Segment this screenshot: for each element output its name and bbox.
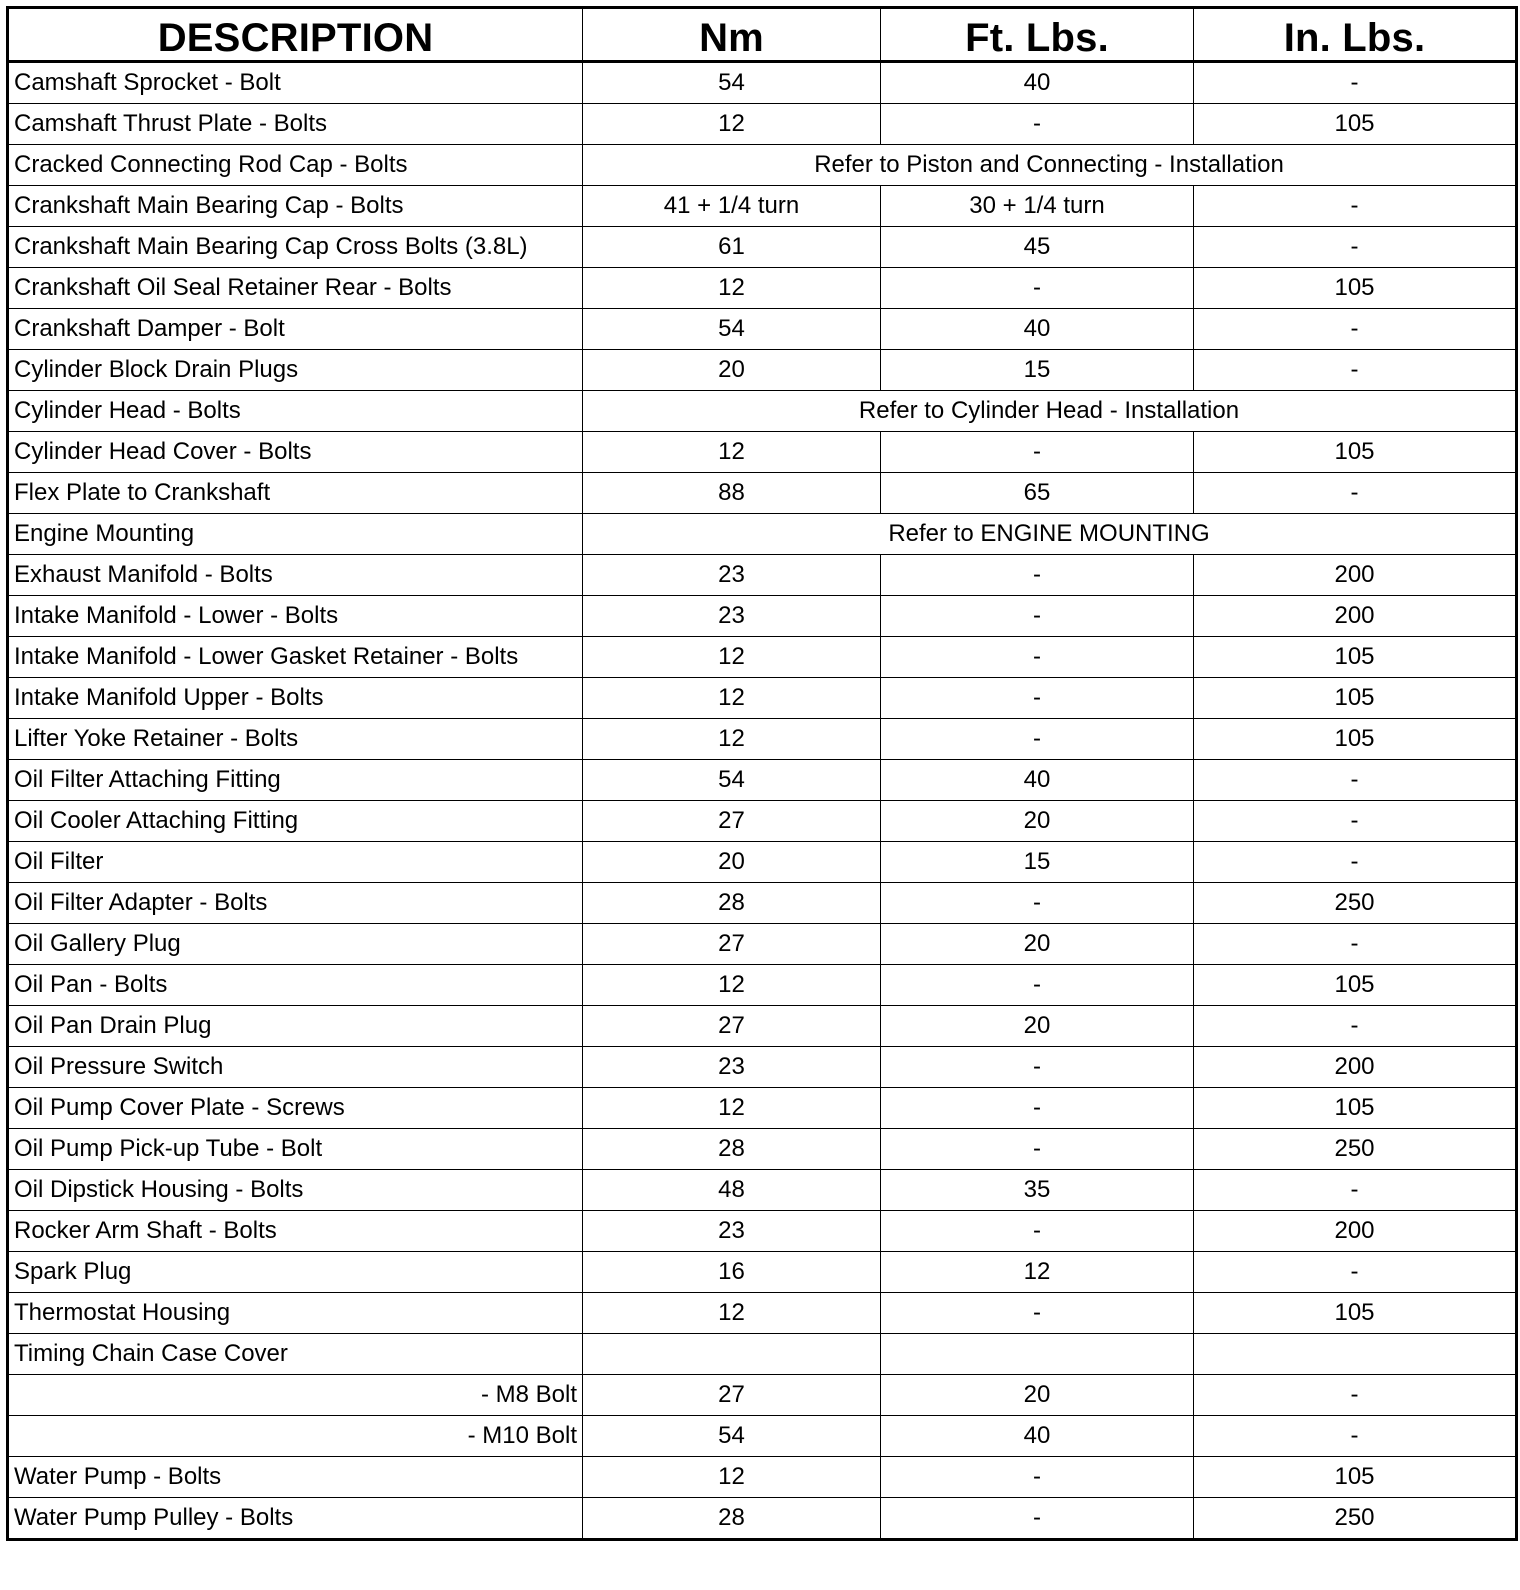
header-in-lbs: In. Lbs. — [1194, 8, 1517, 62]
cell-nm: 27 — [583, 801, 881, 842]
cell-description: Camshaft Thrust Plate - Bolts — [8, 104, 583, 145]
table-row — [8, 555, 1517, 596]
cell-ft-lbs: - — [881, 719, 1194, 760]
cell-nm: 12 — [583, 268, 881, 309]
table-row — [8, 1498, 1517, 1540]
table-row — [8, 760, 1517, 801]
table-row — [8, 350, 1517, 391]
cell-ft-lbs — [881, 1334, 1194, 1375]
cell-in-lbs: 105 — [1194, 637, 1517, 678]
cell-nm: 20 — [583, 350, 881, 391]
cell-ft-lbs: - — [881, 883, 1194, 924]
table-row — [8, 678, 1517, 719]
table-row — [8, 883, 1517, 924]
cell-description: Crankshaft Main Bearing Cap Cross Bolts (3.8L) — [8, 227, 583, 268]
cell-description: Crankshaft Oil Seal Retainer Rear - Bolts — [8, 268, 583, 309]
cell-nm: 23 — [583, 555, 881, 596]
cell-nm: 23 — [583, 596, 881, 637]
cell-description: Oil Gallery Plug — [8, 924, 583, 965]
cell-in-lbs: - — [1194, 1170, 1517, 1211]
table-row — [8, 309, 1517, 350]
header-ft-lbs: Ft. Lbs. — [881, 8, 1194, 62]
cell-in-lbs: 200 — [1194, 1047, 1517, 1088]
cell-description: Cylinder Block Drain Plugs — [8, 350, 583, 391]
cell-ft-lbs: - — [881, 678, 1194, 719]
cell-nm: 12 — [583, 719, 881, 760]
cell-ft-lbs: - — [881, 1047, 1194, 1088]
table-row — [8, 965, 1517, 1006]
cell-in-lbs: - — [1194, 760, 1517, 801]
cell-nm: 54 — [583, 1416, 881, 1457]
cell-in-lbs: - — [1194, 1416, 1517, 1457]
cell-nm: 27 — [583, 924, 881, 965]
cell-in-lbs: 105 — [1194, 678, 1517, 719]
cell-ft-lbs: 15 — [881, 842, 1194, 883]
cell-description: Oil Pump Pick-up Tube - Bolt — [8, 1129, 583, 1170]
table-row — [8, 637, 1517, 678]
cell-description: Exhaust Manifold - Bolts — [8, 555, 583, 596]
table-row — [8, 596, 1517, 637]
cell-nm: 28 — [583, 883, 881, 924]
cell-in-lbs: - — [1194, 62, 1517, 104]
cell-description: Oil Pressure Switch — [8, 1047, 583, 1088]
cell-description: Oil Pan Drain Plug — [8, 1006, 583, 1047]
cell-nm: 12 — [583, 104, 881, 145]
cell-in-lbs — [1194, 1334, 1517, 1375]
cell-nm: 54 — [583, 62, 881, 104]
cell-ft-lbs: - — [881, 1457, 1194, 1498]
cell-in-lbs: - — [1194, 1375, 1517, 1416]
cell-description: Cylinder Head Cover - Bolts — [8, 432, 583, 473]
cell-ft-lbs: - — [881, 1293, 1194, 1334]
table-body — [8, 62, 1517, 1540]
cell-nm: 12 — [583, 678, 881, 719]
table-row — [8, 104, 1517, 145]
cell-description: - M10 Bolt — [8, 1416, 583, 1457]
cell-description: Crankshaft Main Bearing Cap - Bolts — [8, 186, 583, 227]
table-row — [8, 62, 1517, 104]
cell-description: Intake Manifold Upper - Bolts — [8, 678, 583, 719]
table-row — [8, 1047, 1517, 1088]
table-row — [8, 1211, 1517, 1252]
table-row — [8, 473, 1517, 514]
cell-ft-lbs: - — [881, 1129, 1194, 1170]
cell-description: Cylinder Head - Bolts — [8, 391, 583, 432]
cell-ft-lbs: 20 — [881, 1006, 1194, 1047]
cell-in-lbs: 105 — [1194, 965, 1517, 1006]
cell-in-lbs: - — [1194, 186, 1517, 227]
cell-description: Intake Manifold - Lower - Bolts — [8, 596, 583, 637]
table-row — [8, 719, 1517, 760]
cell-nm: 28 — [583, 1498, 881, 1540]
cell-ft-lbs: 40 — [881, 62, 1194, 104]
cell-ft-lbs: - — [881, 1088, 1194, 1129]
cell-in-lbs: 105 — [1194, 719, 1517, 760]
table-row — [8, 1375, 1517, 1416]
cell-ft-lbs: 12 — [881, 1252, 1194, 1293]
cell-nm: 12 — [583, 432, 881, 473]
cell-ft-lbs: 40 — [881, 1416, 1194, 1457]
cell-ft-lbs: - — [881, 637, 1194, 678]
cell-description: Engine Mounting — [8, 514, 583, 555]
header-row — [8, 8, 1517, 62]
cell-in-lbs: 105 — [1194, 1457, 1517, 1498]
cell-nm — [583, 1334, 881, 1375]
cell-in-lbs: 105 — [1194, 268, 1517, 309]
table-row — [8, 227, 1517, 268]
torque-spec-table — [6, 6, 1518, 1541]
cell-nm: 41 + 1/4 turn — [583, 186, 881, 227]
cell-ft-lbs: - — [881, 104, 1194, 145]
cell-reference-note: Refer to Cylinder Head - Installation — [583, 391, 1517, 432]
cell-nm: 61 — [583, 227, 881, 268]
cell-ft-lbs: 20 — [881, 801, 1194, 842]
cell-description: Rocker Arm Shaft - Bolts — [8, 1211, 583, 1252]
cell-nm: 54 — [583, 309, 881, 350]
cell-ft-lbs: - — [881, 1211, 1194, 1252]
cell-nm: 12 — [583, 1457, 881, 1498]
cell-description: Lifter Yoke Retainer - Bolts — [8, 719, 583, 760]
cell-in-lbs: - — [1194, 801, 1517, 842]
cell-description: - M8 Bolt — [8, 1375, 583, 1416]
table-row — [8, 1457, 1517, 1498]
cell-description: Crankshaft Damper - Bolt — [8, 309, 583, 350]
cell-ft-lbs: - — [881, 1498, 1194, 1540]
table-row — [8, 1416, 1517, 1457]
cell-reference-note: Refer to ENGINE MOUNTING — [583, 514, 1517, 555]
cell-ft-lbs: 40 — [881, 760, 1194, 801]
cell-in-lbs: 105 — [1194, 104, 1517, 145]
cell-ft-lbs: - — [881, 555, 1194, 596]
cell-nm: 54 — [583, 760, 881, 801]
cell-nm: 23 — [583, 1047, 881, 1088]
cell-description: Water Pump Pulley - Bolts — [8, 1498, 583, 1540]
cell-in-lbs: 105 — [1194, 432, 1517, 473]
cell-nm: 20 — [583, 842, 881, 883]
cell-ft-lbs: - — [881, 268, 1194, 309]
cell-description: Intake Manifold - Lower Gasket Retainer - Bolts — [8, 637, 583, 678]
table-row — [8, 514, 1517, 555]
cell-description: Oil Pan - Bolts — [8, 965, 583, 1006]
table-row — [8, 801, 1517, 842]
cell-in-lbs: 250 — [1194, 1129, 1517, 1170]
cell-description: Water Pump - Bolts — [8, 1457, 583, 1498]
table-row — [8, 391, 1517, 432]
cell-description: Thermostat Housing — [8, 1293, 583, 1334]
table-row — [8, 1293, 1517, 1334]
cell-ft-lbs: 20 — [881, 1375, 1194, 1416]
cell-ft-lbs: 15 — [881, 350, 1194, 391]
table-row — [8, 1129, 1517, 1170]
cell-in-lbs: - — [1194, 227, 1517, 268]
cell-in-lbs: - — [1194, 473, 1517, 514]
cell-ft-lbs: 35 — [881, 1170, 1194, 1211]
cell-nm: 27 — [583, 1375, 881, 1416]
cell-in-lbs: 200 — [1194, 555, 1517, 596]
cell-description: Oil Dipstick Housing - Bolts — [8, 1170, 583, 1211]
cell-ft-lbs: - — [881, 432, 1194, 473]
table-row — [8, 268, 1517, 309]
cell-nm: 28 — [583, 1129, 881, 1170]
cell-nm: 12 — [583, 1088, 881, 1129]
cell-description: Flex Plate to Crankshaft — [8, 473, 583, 514]
cell-nm: 12 — [583, 1293, 881, 1334]
cell-in-lbs: - — [1194, 309, 1517, 350]
cell-ft-lbs: 45 — [881, 227, 1194, 268]
cell-nm: 16 — [583, 1252, 881, 1293]
cell-description: Cracked Connecting Rod Cap - Bolts — [8, 145, 583, 186]
cell-description: Oil Filter Adapter - Bolts — [8, 883, 583, 924]
table-row — [8, 924, 1517, 965]
table-row — [8, 1334, 1517, 1375]
table-row — [8, 1170, 1517, 1211]
cell-description: Oil Pump Cover Plate - Screws — [8, 1088, 583, 1129]
cell-in-lbs: - — [1194, 1006, 1517, 1047]
cell-in-lbs: - — [1194, 1252, 1517, 1293]
cell-in-lbs: - — [1194, 842, 1517, 883]
table-row — [8, 145, 1517, 186]
cell-description: Oil Cooler Attaching Fitting — [8, 801, 583, 842]
cell-nm: 12 — [583, 637, 881, 678]
cell-nm: 88 — [583, 473, 881, 514]
cell-ft-lbs: 65 — [881, 473, 1194, 514]
table-row — [8, 432, 1517, 473]
cell-in-lbs: 250 — [1194, 1498, 1517, 1540]
table-row — [8, 842, 1517, 883]
cell-in-lbs: 105 — [1194, 1088, 1517, 1129]
cell-reference-note: Refer to Piston and Connecting - Installation — [583, 145, 1517, 186]
cell-description: Oil Filter — [8, 842, 583, 883]
cell-nm: 23 — [583, 1211, 881, 1252]
header-description: DESCRIPTION — [8, 8, 583, 62]
cell-in-lbs: 250 — [1194, 883, 1517, 924]
cell-ft-lbs: - — [881, 965, 1194, 1006]
cell-nm: 27 — [583, 1006, 881, 1047]
cell-in-lbs: 200 — [1194, 1211, 1517, 1252]
table-row — [8, 1006, 1517, 1047]
cell-ft-lbs: - — [881, 596, 1194, 637]
cell-in-lbs: - — [1194, 924, 1517, 965]
cell-ft-lbs: 30 + 1/4 turn — [881, 186, 1194, 227]
header-nm: Nm — [583, 8, 881, 62]
table-row — [8, 1088, 1517, 1129]
cell-ft-lbs: 20 — [881, 924, 1194, 965]
cell-description: Timing Chain Case Cover — [8, 1334, 583, 1375]
table-row — [8, 1252, 1517, 1293]
cell-in-lbs: 105 — [1194, 1293, 1517, 1334]
cell-ft-lbs: 40 — [881, 309, 1194, 350]
cell-description: Spark Plug — [8, 1252, 583, 1293]
cell-description: Oil Filter Attaching Fitting — [8, 760, 583, 801]
cell-description: Camshaft Sprocket - Bolt — [8, 62, 583, 104]
cell-in-lbs: 200 — [1194, 596, 1517, 637]
table-row — [8, 186, 1517, 227]
cell-in-lbs: - — [1194, 350, 1517, 391]
cell-nm: 48 — [583, 1170, 881, 1211]
cell-nm: 12 — [583, 965, 881, 1006]
